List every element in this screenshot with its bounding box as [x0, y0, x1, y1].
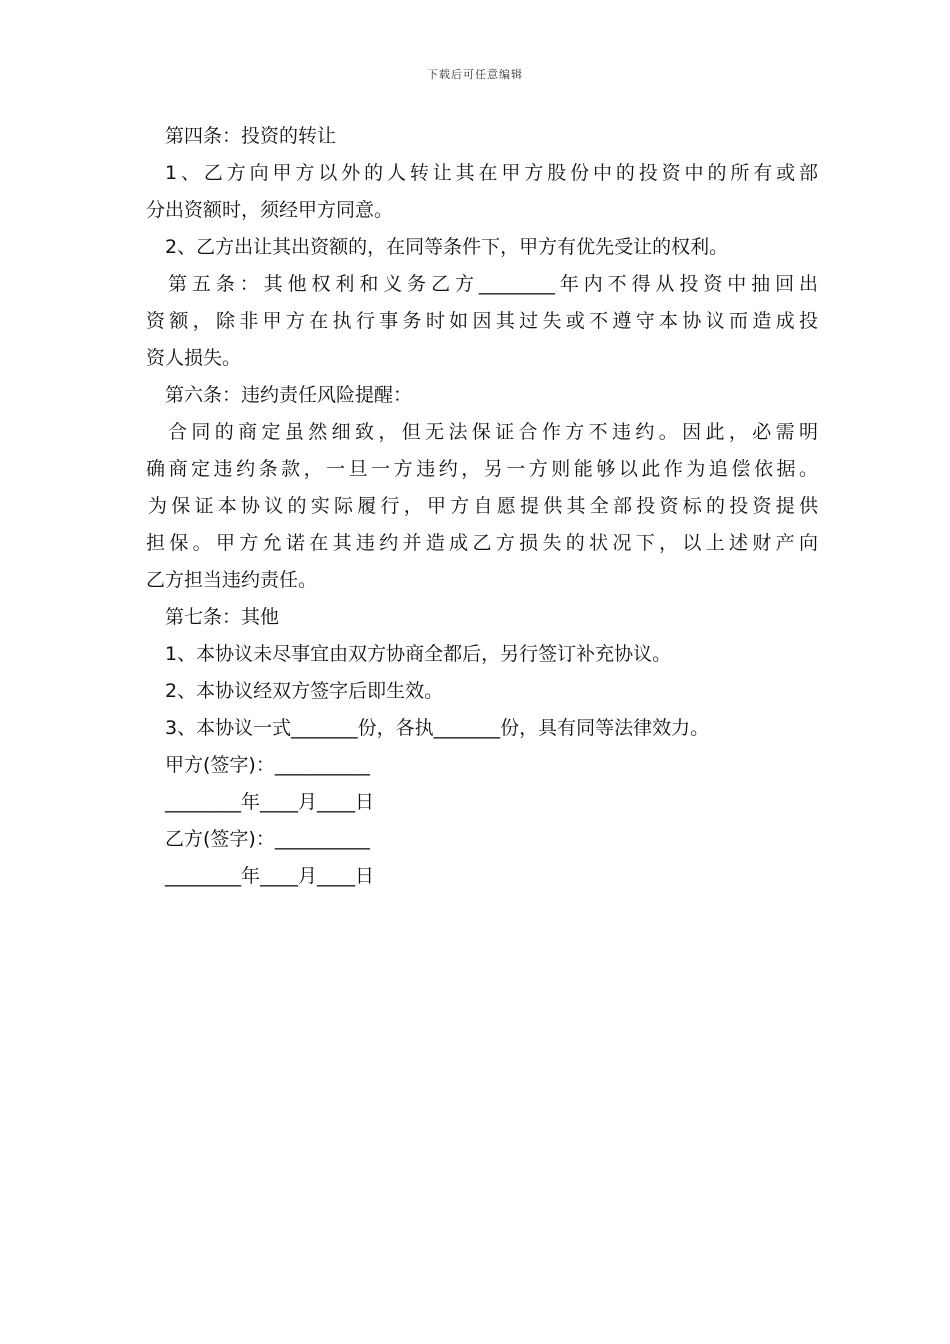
party-b-date: ________年____月____日 — [165, 865, 375, 887]
article-4-clause-2: 2、乙方出让其出资额的，在同等条件下，甲方有优先受让的权利。 — [165, 236, 729, 258]
party-a-date: ________年____月____日 — [165, 791, 375, 813]
article-6-line-4: 担保。甲方允诺在其违约并造成乙方损失的状况下，以上述财产向 — [146, 532, 818, 554]
article-6-line-5: 乙方担当违约责任。 — [146, 569, 318, 591]
page-header: 下载后可任意编辑 — [427, 68, 523, 81]
article-4-clause-1-line-1: 1、乙方向甲方以外的人转让其在甲方股份中的投资中的所有或部 — [165, 162, 818, 184]
party-a-signature: 甲方(签字)：__________ — [165, 754, 370, 776]
article-6-heading: 第六条：违约责任风险提醒： — [165, 384, 413, 406]
article-6-line-2: 确商定违约条款，一旦一方违约，另一方则能够以此作为追偿依据。 — [146, 458, 818, 480]
article-5-line-3: 资人损失。 — [146, 347, 242, 369]
article-5-line-1: 第五条：其他权利和义务乙方________年内不得从投资中抽回出 — [168, 273, 818, 295]
party-b-signature: 乙方(签字)：__________ — [165, 828, 370, 850]
article-6-line-3: 为保证本协议的实际履行，甲方自愿提供其全部投资标的投资提供 — [148, 495, 818, 517]
article-5-line-2: 资额，除非甲方在执行事务时如因其过失或不遵守本协议而造成投 — [146, 310, 818, 332]
article-4-heading: 第四条：投资的转让 — [165, 125, 337, 147]
article-7-clause-2: 2、本协议经双方签字后即生效。 — [165, 680, 444, 702]
article-4-clause-1-line-2: 分出资额时，须经甲方同意。 — [146, 199, 394, 221]
article-7-clause-1: 1、本协议未尽事宜由双方协商全都后，另行签订补充协议。 — [165, 643, 672, 665]
document-body — [146, 118, 818, 895]
article-7-heading: 第七条：其他 — [165, 606, 280, 628]
article-6-line-1: 合同的商定虽然细致，但无法保证合作方不违约。因此，必需明 — [168, 421, 818, 443]
article-7-clause-3: 3、本协议一式_______份，各执_______份，具有同等法律效力。 — [165, 717, 710, 739]
